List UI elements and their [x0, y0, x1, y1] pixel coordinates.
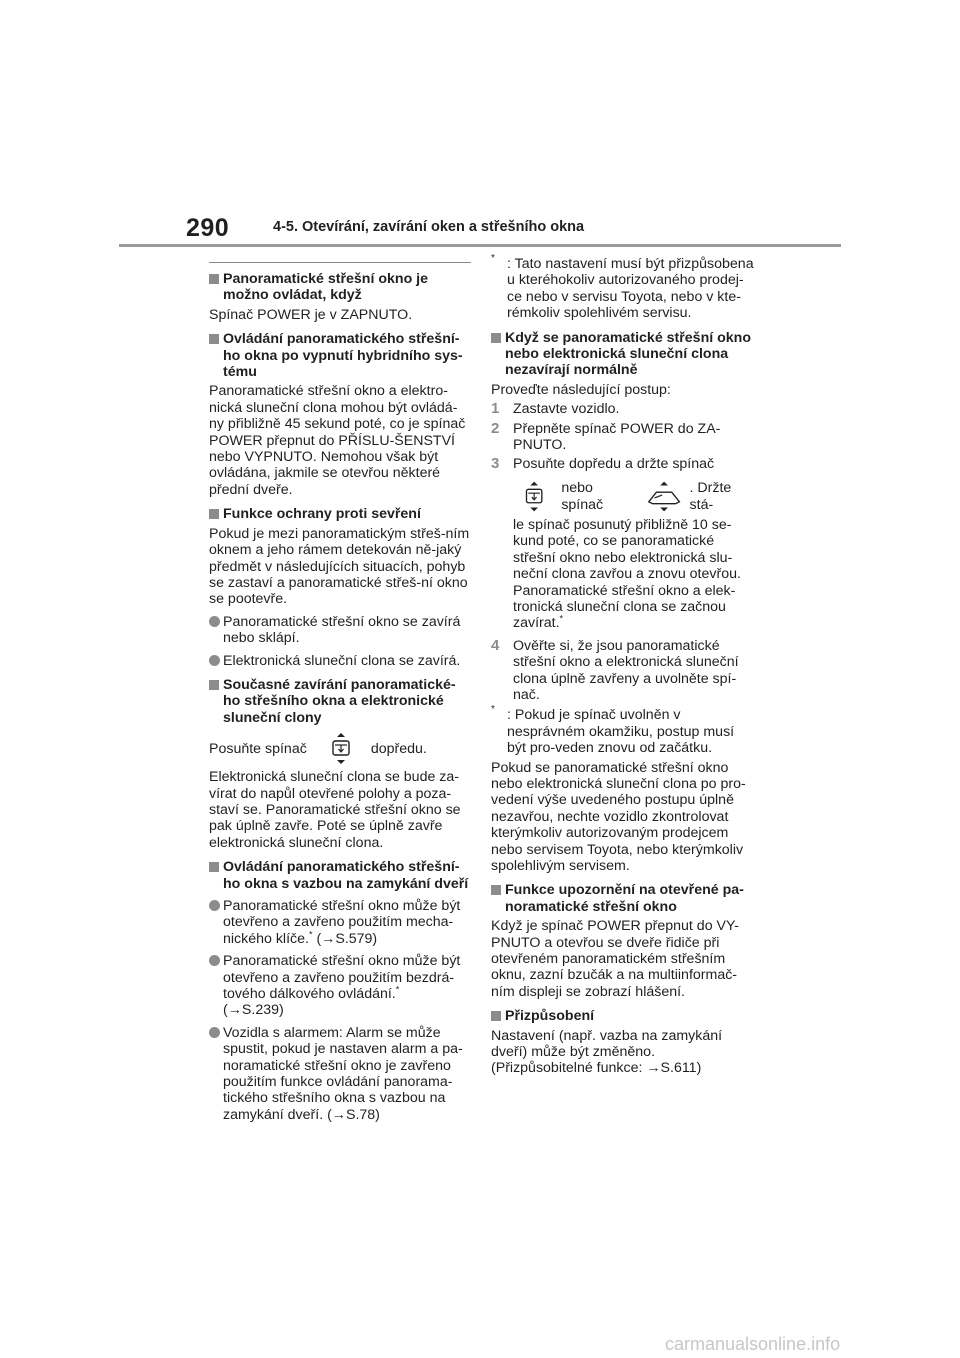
instruction-text: dopředu. — [370, 740, 427, 757]
footnote-mark: * — [491, 704, 495, 716]
page-reference: (→S.239) — [223, 1002, 284, 1019]
heading-open-roof-warning: Funkce upozornění na otevřené pa-noramatické střešní okno — [491, 882, 756, 915]
instruction-text: Posuňte spínač — [209, 740, 307, 757]
instruction-text: nebo spínač — [561, 480, 604, 513]
paragraph: Panoramatické střešní okno a elektro-nická sluneční clona mohou být ovládá-ny přibližně 45 sekund poté, co je spínač POWER přepnut do PŘÍSLU-ŠENSTVÍ nebo VYPNUTO. Nemohou však být ovládána, jakmile se otevřou některé přední dveře. — [209, 383, 466, 498]
paragraph: Nastavení (např. vazba na zamykání dveří) může být změněno. — [491, 1027, 723, 1061]
circle-bullet-icon — [209, 655, 220, 666]
list-item: Vozidla s alarmem: Alarm se může spustit, pokud je nastaven alarm a pa-noramatické střešní okno je zavřeno použitím funkce ovládání panorama-tického střešního okna s vazbou na zamykání dveří. (→S.78) — [209, 1025, 471, 1123]
square-bullet-icon — [491, 333, 501, 343]
paragraph: (Přizpůsobitelné funkce: →S.611) — [491, 1060, 702, 1077]
right-column — [491, 252, 756, 1077]
sunshade-switch-icon — [515, 480, 553, 514]
step-number: 1 — [491, 400, 500, 418]
page-reference: (→S.579) — [316, 930, 378, 947]
square-bullet-icon — [491, 885, 501, 895]
paragraph: Když je spínač POWER přepnut do VY-PNUTO a otevřou se dveře řidiče při otevřeném panoramatickém střešním oknu, zazní bzučák a na multiinformač-ním displeji se zobrazí hlášení. — [491, 918, 739, 1000]
list-item: Panoramatické střešní okno může být otevřeno a zavřeno použitím bezdrá-tového dálkového ovládání.* (→S.239) — [209, 953, 471, 1019]
square-bullet-icon — [209, 509, 219, 519]
heading-jam-protection: Funkce ochrany proti sevření — [209, 506, 471, 522]
page-number: 290 — [186, 214, 230, 242]
paragraph: Spínač POWER je v ZAPNUTO. — [209, 306, 413, 323]
step-continuation: le spínač posunutý přibližně 10 se-kund poté, co se panoramatické střešní okno nebo elektronická slu-neční clona zavřou a znovu otevřou. Panoramatické střešní okno a elek-tronická sluneční clona se začnou zavírat.* — [513, 516, 741, 632]
footnote-mark: * — [308, 929, 313, 940]
step-number: 4 — [491, 636, 500, 654]
left-column — [209, 262, 471, 1123]
step-item: 1 Zastavte vozidlo. — [491, 400, 620, 418]
step-number: 2 — [491, 419, 500, 437]
watermark: carmanualsonline.info — [665, 1334, 841, 1354]
paragraph: Pokud je mezi panoramatickým střeš-ním oknem a jeho rámem detekován ně-jaký předmět v následujících situacích, pohyb se zastaví a panoramatické střeš-ní okno se pootevře. — [209, 525, 470, 608]
footnote: * : Tato nastavení musí být přizpůsobena u kteréhokoliv autorizovaného prodej-ce nebo v servisu Toyota, nebo v kte-rémkoliv spolehlivém servisu. — [491, 253, 754, 322]
circle-bullet-icon — [209, 616, 220, 627]
heading-door-lock-link: Ovládání panoramatického střešní-ho okna s vazbou na zamykání dveří — [209, 859, 471, 892]
switch-instruction — [513, 477, 756, 517]
square-bullet-icon — [209, 862, 219, 872]
heading-power-condition: Panoramatické střešní okno je možno ovládat, když — [209, 271, 471, 304]
circle-bullet-icon — [209, 955, 220, 966]
square-bullet-icon — [209, 680, 219, 690]
footnote-mark: * — [395, 984, 400, 995]
instruction-text: . Držte stá- — [689, 480, 732, 513]
header-rule — [119, 244, 841, 247]
heading-customization: Přizpůsobení — [491, 1008, 756, 1024]
step-item: 4 Ověřte si, že jsou panoramatické střešní okno a elektronická sluneční clona úplně zavřeny a uvolněte spí-nač. — [491, 636, 739, 703]
switch-instruction — [209, 732, 471, 766]
heading-simultaneous-closing: Současné zavírání panoramatické-ho střešního okna a elektronické sluneční clony — [209, 677, 471, 726]
footnote-mark: * — [491, 253, 495, 264]
paragraph: Pokud se panoramatické střešní okno nebo elektronická sluneční clona po pro-vedení výše uvedeného postupu úplně nezavřou, nechte vozidlo zkontrolovat kterýmkoliv autorizovaným prodejcem nebo servisem Toyota, nebo kterýmkoliv spolehlivým servisem. — [491, 759, 746, 874]
section-header-title: 4-5. Otevírání, zavírání oken a střešního okna — [273, 219, 585, 235]
step-item: 2 Přepněte spínač POWER do ZA-PNUTO. — [491, 419, 721, 454]
list-item: Panoramatické střešní okno může být otevřeno a zavřeno použitím mecha-nického klíče.* (→S.579) — [209, 898, 471, 947]
footnote: * : Pokud je spínač uvolněn v nesprávném okamžiku, postup musí být pro-veden znovu od začátku. — [491, 704, 735, 757]
heading-after-shutdown: Ovládání panoramatického střešní-ho okna po vypnutí hybridního sys-tému — [209, 331, 471, 380]
footnote-mark: * — [559, 613, 564, 624]
square-bullet-icon — [209, 334, 219, 344]
circle-bullet-icon — [209, 1027, 220, 1038]
paragraph: Elektronická sluneční clona se bude za-vírat do napůl otevřené polohy a poza-staví se. Panoramatické střešní okno se pak úplně zavře. Poté se úplně zavře elektronická sluneční clona. — [209, 769, 461, 851]
square-bullet-icon — [209, 274, 219, 284]
paragraph: Proveďte následující postup: — [491, 381, 671, 398]
column-top-rule — [209, 262, 471, 263]
step-number: 3 — [491, 455, 500, 473]
circle-bullet-icon — [209, 900, 220, 911]
square-bullet-icon — [491, 1011, 501, 1021]
step-item: 3 Posuňte dopředu a držte spínač nebo spínač . Držte stá- le spínač posunutý přibližně 10 se-kund poté, co se panoramatické střešní okno nebo elektronická slu-neční clona zavřou a znovu otevřou. Panoramatické střešní okno a elek-tronická sluneční clona se začnou zavírat.* — [491, 456, 756, 631]
heading-abnormal-closing: Když se panoramatické střešní okno nebo elektronická sluneční clona nezavírají normálně — [491, 330, 756, 379]
sunshade-switch-icon — [321, 732, 361, 766]
list-item: Elektronická sluneční clona se zavírá. — [209, 653, 471, 669]
list-item: Panoramatické střešní okno se zavírá nebo sklápí. — [209, 614, 471, 647]
roof-tilt-switch-icon — [643, 480, 685, 514]
